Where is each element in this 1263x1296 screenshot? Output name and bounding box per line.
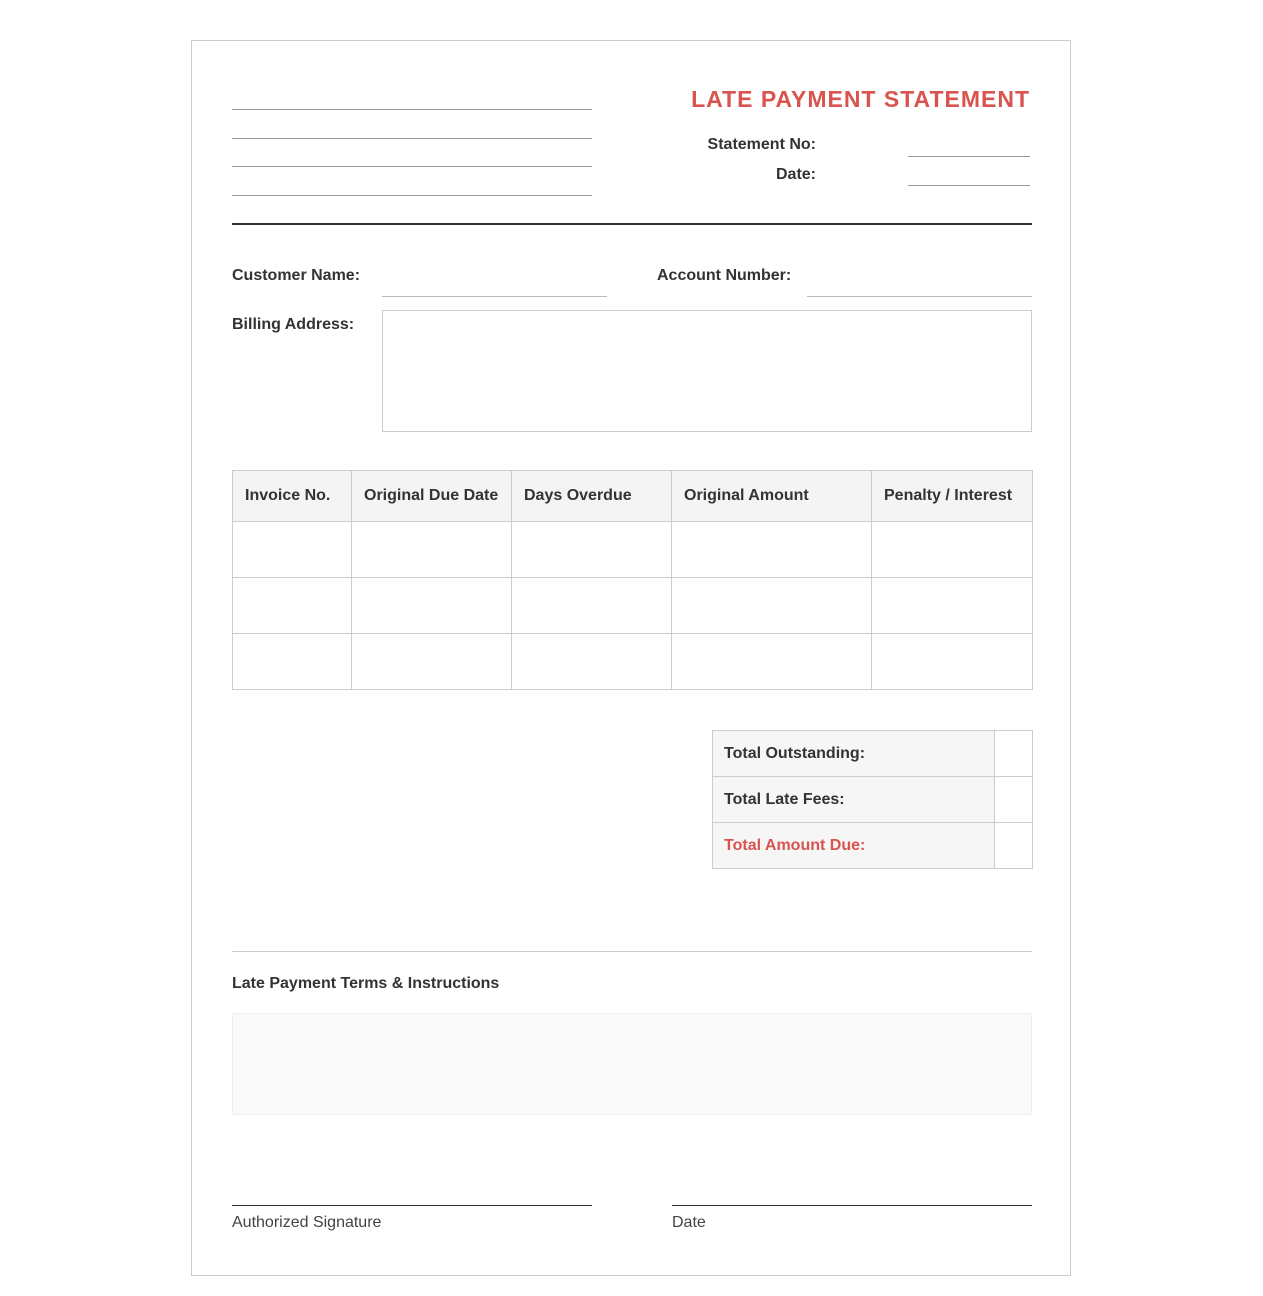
table-row xyxy=(233,522,1033,578)
table-header-row xyxy=(233,471,1033,522)
signature-date-label: Date xyxy=(672,1214,706,1231)
invoice-table xyxy=(232,470,1033,690)
document-title: LATE PAYMENT STATEMENT xyxy=(691,86,1030,112)
billing-address-label: Billing Address: xyxy=(232,316,355,333)
table-cell[interactable] xyxy=(233,522,352,578)
total-late-fees-value[interactable] xyxy=(995,777,1033,823)
table-cell[interactable] xyxy=(512,578,672,634)
table-row xyxy=(233,634,1033,690)
table-row xyxy=(233,578,1033,634)
table-cell[interactable] xyxy=(872,522,1033,578)
total-outstanding-label: Total Outstanding: xyxy=(713,731,995,777)
totals-table xyxy=(712,730,1033,869)
total-outstanding-row xyxy=(713,731,1033,777)
header-divider xyxy=(232,223,1032,225)
table-cell[interactable] xyxy=(872,634,1033,690)
statement-date-field[interactable] xyxy=(908,185,1030,186)
column-header-penalty-interest: Penalty / Interest xyxy=(872,471,1033,522)
total-amount-due-row xyxy=(713,823,1033,869)
company-address-line-2[interactable] xyxy=(232,138,592,139)
terms-box[interactable] xyxy=(232,1013,1032,1115)
statement-page xyxy=(191,40,1071,1276)
terms-title: Late Payment Terms & Instructions xyxy=(232,975,500,992)
table-cell[interactable] xyxy=(672,634,872,690)
customer-name-field[interactable] xyxy=(382,296,607,297)
total-amount-due-value[interactable] xyxy=(995,823,1033,869)
table-cell[interactable] xyxy=(233,634,352,690)
company-address-line-1[interactable] xyxy=(232,109,592,110)
table-cell[interactable] xyxy=(672,578,872,634)
table-cell[interactable] xyxy=(872,578,1033,634)
table-cell[interactable] xyxy=(352,578,512,634)
statement-date-label: Date: xyxy=(775,166,816,183)
total-late-fees-label: Total Late Fees: xyxy=(713,777,995,823)
customer-name-label: Customer Name: xyxy=(232,267,361,284)
statement-no-label: Statement No: xyxy=(707,136,816,153)
total-amount-due-label: Total Amount Due: xyxy=(713,823,995,869)
statement-no-field[interactable] xyxy=(908,156,1030,157)
authorized-signature-line[interactable] xyxy=(232,1205,592,1206)
authorized-signature-label: Authorized Signature xyxy=(232,1214,382,1231)
total-late-fees-row xyxy=(713,777,1033,823)
column-header-days-overdue: Days Overdue xyxy=(512,471,672,522)
table-cell[interactable] xyxy=(672,522,872,578)
account-number-label: Account Number: xyxy=(657,267,792,284)
column-header-original-due-date: Original Due Date xyxy=(352,471,512,522)
table-cell[interactable] xyxy=(233,578,352,634)
table-cell[interactable] xyxy=(352,522,512,578)
billing-address-box[interactable] xyxy=(382,310,1032,432)
table-cell[interactable] xyxy=(512,522,672,578)
total-outstanding-value[interactable] xyxy=(995,731,1033,777)
account-number-field[interactable] xyxy=(807,296,1032,297)
company-address-line-3[interactable] xyxy=(232,166,592,167)
column-header-invoice-no: Invoice No. xyxy=(233,471,352,522)
company-address-line-4[interactable] xyxy=(232,195,592,196)
table-cell[interactable] xyxy=(512,634,672,690)
terms-divider xyxy=(232,951,1032,952)
signature-date-line[interactable] xyxy=(672,1205,1032,1206)
table-cell[interactable] xyxy=(352,634,512,690)
column-header-original-amount: Original Amount xyxy=(672,471,872,522)
